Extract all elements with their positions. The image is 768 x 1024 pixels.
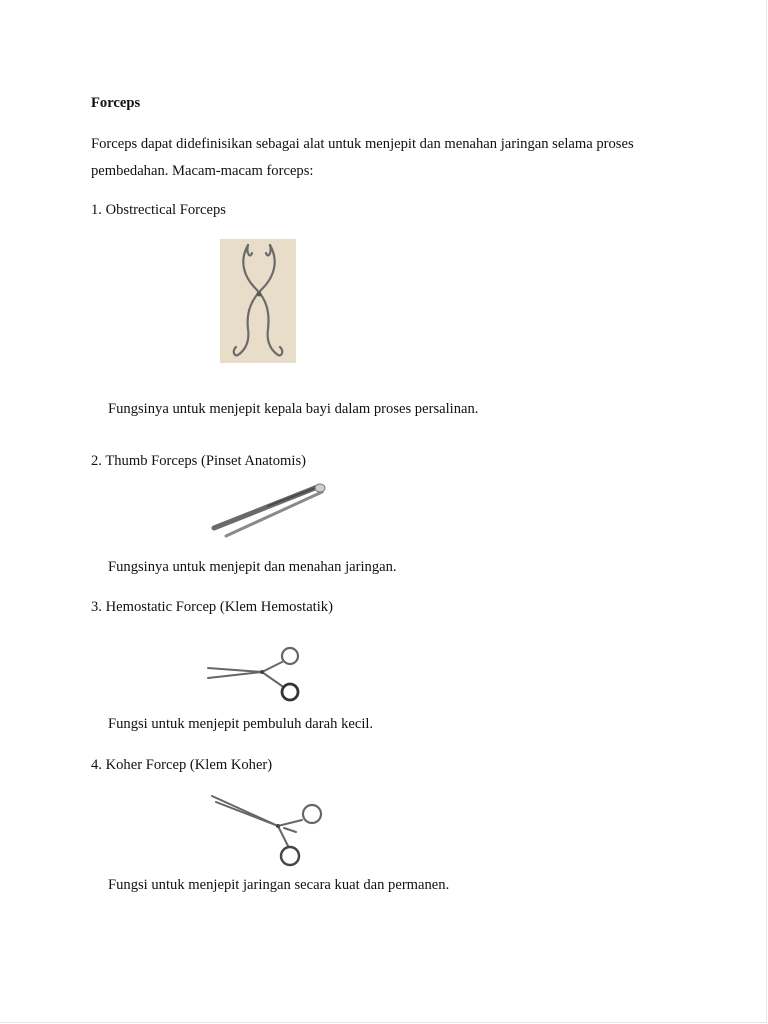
thumb-forceps-image [208, 478, 330, 540]
thumb-forceps-icon [208, 478, 330, 540]
item-1-description: Fungsinya untuk menjepit kepala bayi dalam proses persalinan. [108, 401, 479, 417]
koher-forceps-image [208, 792, 328, 870]
item-4-description: Fungsi untuk menjepit jaringan secara kuat dan permanen. [108, 877, 450, 893]
obstetrical-forceps-image [220, 239, 296, 363]
hemostatic-forceps-image [204, 640, 310, 708]
section-heading: Forceps [91, 95, 141, 111]
item-3-title: 3. Hemostatic Forcep (Klem Hemostatik) [91, 599, 333, 615]
intro-line-1: Forceps dapat didefinisikan sebagai alat untuk menjepit dan menahan jaringan selama proses [91, 136, 634, 152]
koher-forceps-icon [208, 792, 328, 870]
item-4-title: 4. Koher Forcep (Klem Koher) [91, 757, 273, 773]
obstetrical-forceps-icon [220, 239, 296, 363]
item-2-title: 2. Thumb Forceps (Pinset Anatomis) [91, 453, 306, 469]
item-1-title: 1. Obstrectical Forceps [91, 202, 226, 218]
intro-line-2: pembedahan. Macam-macam forceps: [91, 163, 314, 179]
item-3-description: Fungsi untuk menjepit pembuluh darah kecil. [108, 716, 374, 732]
item-2-description: Fungsinya untuk menjepit dan menahan jaringan. [108, 559, 397, 575]
hemostatic-forceps-icon [204, 640, 310, 708]
